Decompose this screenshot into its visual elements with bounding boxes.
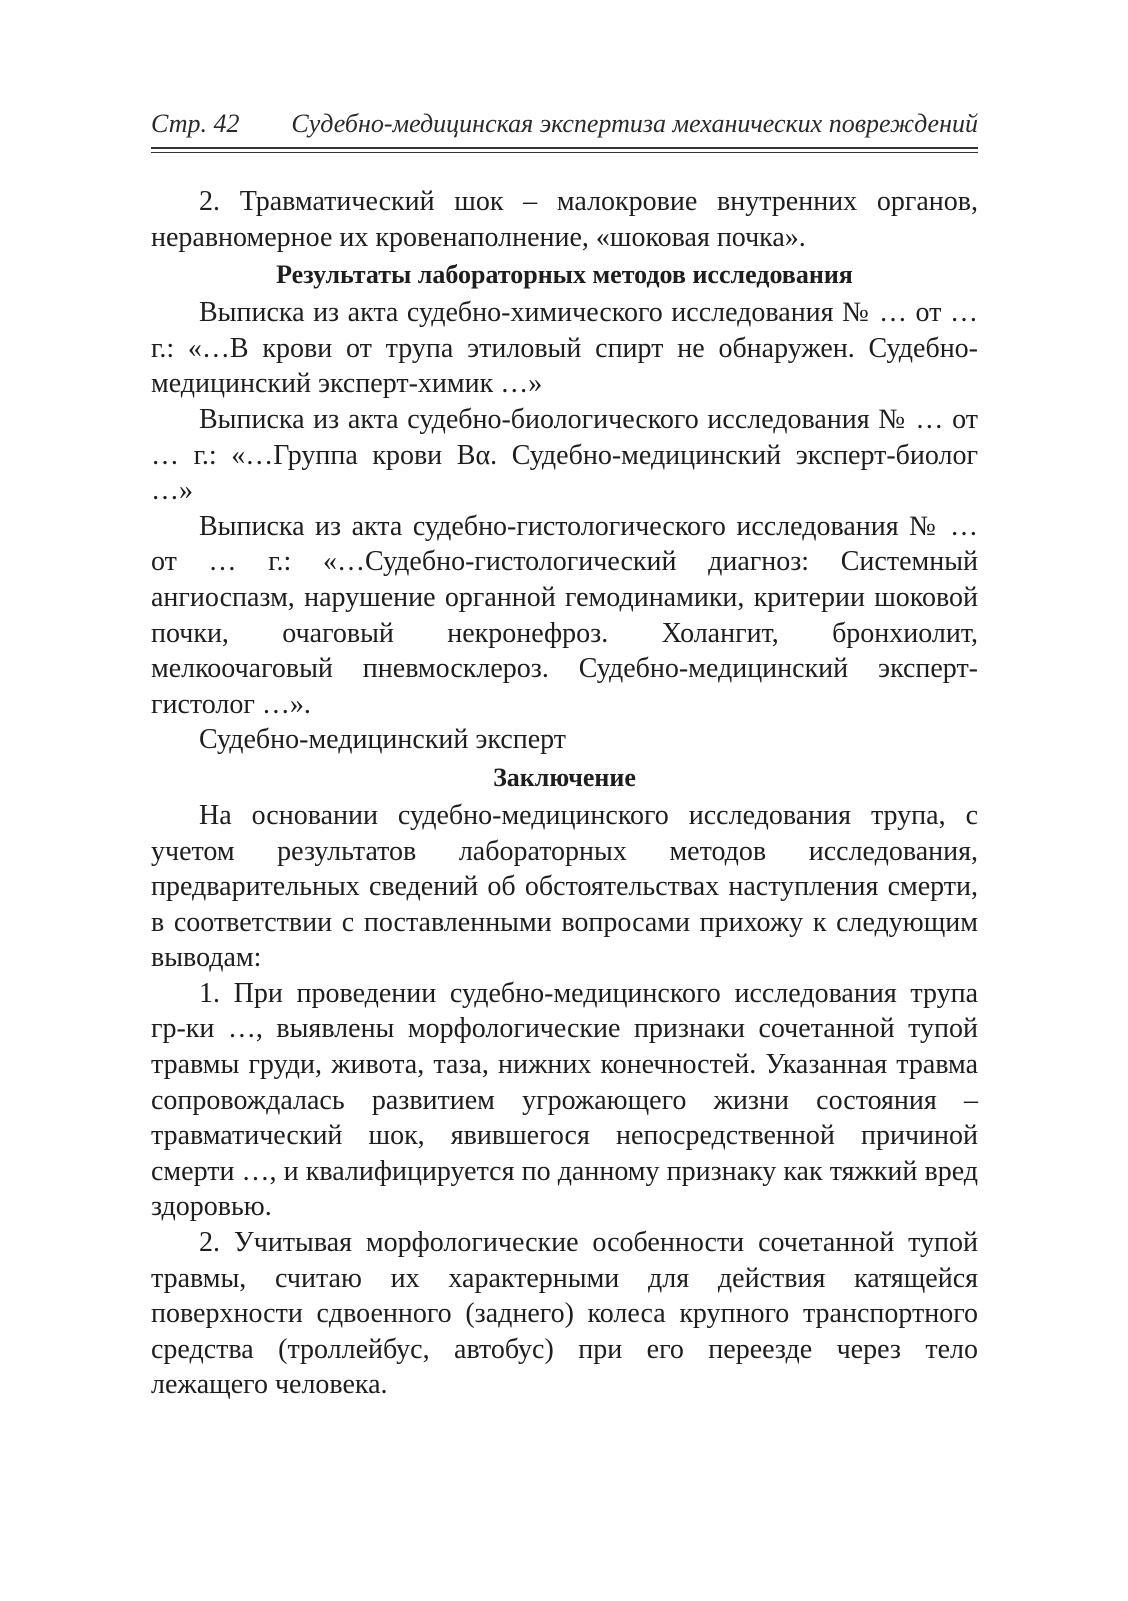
heading-lab-results: Результаты лабораторных методов исследования bbox=[276, 260, 853, 290]
paragraph-expert-signature: Судебно-медицинский эксперт bbox=[199, 724, 567, 756]
paragraph-conclusion-2: 2. Учитывая морфологические особенности сочетанной тупой травмы, считаю их характерными для действия катящейся поверхности сдвоенного (заднего) колеса крупного транспортного средства (троллейбус, автобус) при его переезде через тело лежащего человека. bbox=[151, 1227, 978, 1401]
paragraph-trauma-shock: 2. Травматический шок – малокровие внутренних органов, неравномерное их кровенаполнение, «шоковая почка». bbox=[151, 186, 978, 253]
paragraph-chemical-extract: Выписка из акта судебно-химического исследования № … от … г.: «…В крови от трупа этиловый спирт не обнаружен. Судебно-медицинский эксперт-химик …» bbox=[151, 297, 978, 400]
paragraph-conclusion-intro: На основании судебно-медицинского исследования трупа, с учетом результатов лабораторных методов исследования, предварительных сведений об обстоятельствах наступления смерти, в соответствии с поставленными вопросами прихожу к следующим выводам: bbox=[151, 799, 978, 974]
page-body bbox=[151, 184, 978, 1403]
header-rule bbox=[151, 147, 978, 153]
heading-conclusion: Заключение bbox=[493, 762, 636, 792]
page-number: Стр. 42 bbox=[151, 109, 240, 138]
paragraph-histological-extract: Выписка из акта судебно-гистологического исследования № … от … г.: «…Судебно-гистологический диагноз: Системный ангиоспазм, нарушение органной гемодинамики, критерии шоковой почки, очаговый некронефроз. Холангит, бронхиолит, мелкоочаговый пневмосклероз. Судебно-медицинский эксперт-гистолог …». bbox=[151, 510, 978, 720]
paragraph-conclusion-1: 1. При проведении судебно-медицинского исследования трупа гр-ки …, выявлены морфологические признаки сочетанной тупой травмы груди, живота, таза, нижних конечностей. Указанная травма сопровождалась развитием угрожающего жизни состояния – травматический шок, явившегося непосредственной причиной смерти …, и квалифицируется по данному признаку как тяжкий вред здоровью. bbox=[151, 977, 978, 1223]
book-title: Судебно-медицинская экспертиза механических повреждений bbox=[291, 109, 978, 138]
paragraph-biological-extract: Выписка из акта судебно-биологического исследования № … от … г.: «…Группа крови Вα. Судебно-медицинский эксперт-биолог …» bbox=[151, 403, 978, 507]
running-header bbox=[151, 106, 978, 142]
